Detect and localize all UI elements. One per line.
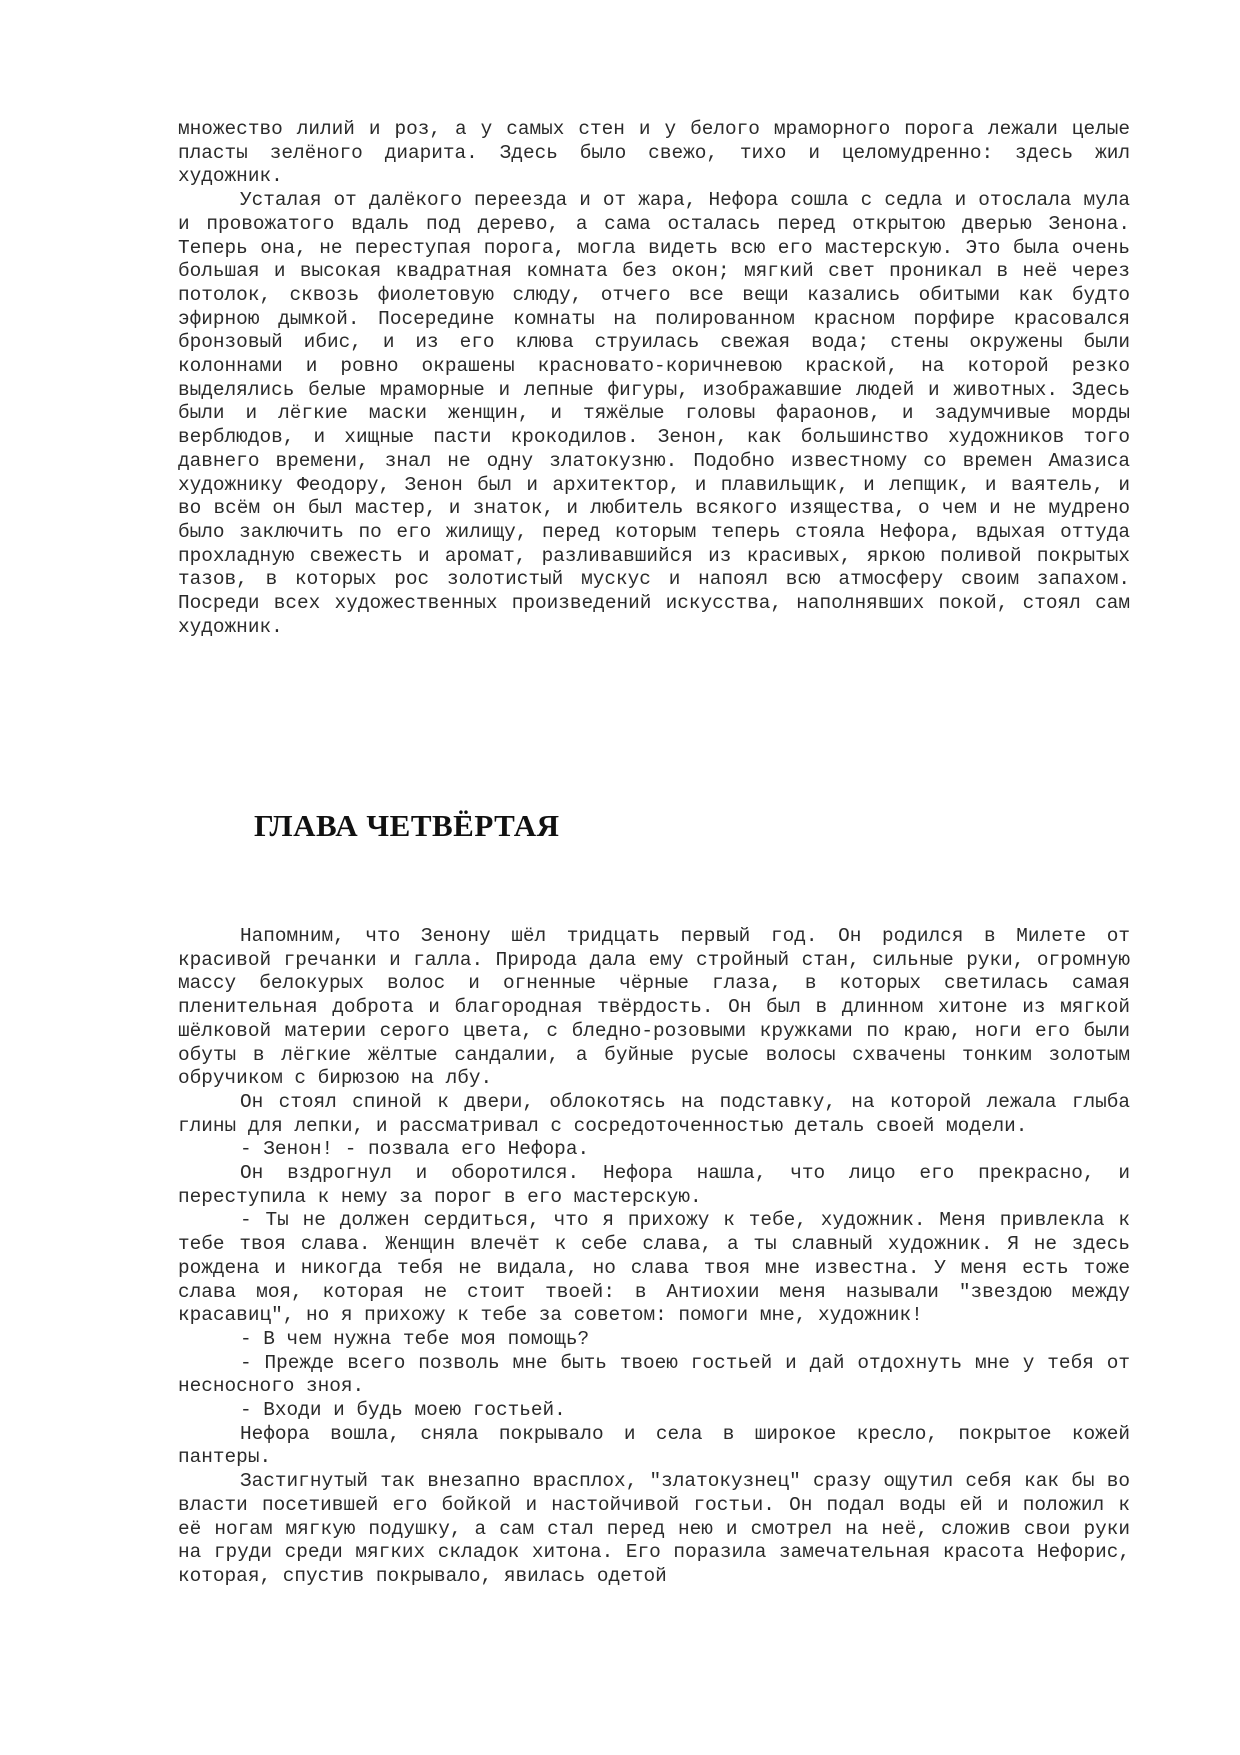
dialogue-line: - Входи и будь моею гостьей. bbox=[240, 1399, 566, 1422]
dialogue-line: - В чем нужна тебе моя помощь? bbox=[240, 1327, 590, 1350]
text-section-chapter bbox=[178, 925, 1130, 1589]
text-section-top bbox=[178, 118, 1130, 639]
paragraph: Он стоял спиной к двери, облокотясь на подставку, на которой лежала глыба глины для лепки, и рассматривал с сосредоточенностью деталь своей модели. bbox=[178, 1090, 1130, 1137]
paragraph: Нефора вошла, сняла покрывало и села в широкое кресло, покрытое кожей пантеры. bbox=[178, 1422, 1130, 1469]
chapter-title: ГЛАВА ЧЕТВЁРТАЯ bbox=[254, 808, 560, 843]
paragraph: Он вздрогнул и оборотился. Нефора нашла, что лицо его прекрасно, и переступила к нему за порог в его мастерскую. bbox=[178, 1162, 1130, 1208]
paragraph: множество лилий и роз, а у самых стен и у белого мраморного порога лежали целые пласты зелёного диарита. Здесь было свежо, тихо и целомудренно: здесь жил художник. bbox=[178, 118, 1130, 188]
paragraph: Усталая от далёкого переезда и от жара, Нефора сошла с седла и отослала мула и провожатого вдаль под дерево, а сама осталась перед открытою дверью Зенона. Теперь она, не переступая порога, могла видеть всю его мастерскую. Это была очень большая и высокая квадратная комната без окон; мягкий свет проникал в неё через потолок, сквозь фиолетовую слюду, отчего все вещи казались обитыми как будто эфирною дымкой. Посередине комнаты на полированном красном порфире красовался бронзовый ибис, и из его клюва струилась свежая вода; стены окружены были колоннами и ровно окрашены красновато-коричневою краской, на которой резко выделялись белые мраморные и лепные фигуры, изображавшие людей и животных. Здесь были и лёгкие маски женщин, и тяжёлые головы фараонов, и задумчивые морды верблюдов, и хищные пасти крокодилов. Зенон, как большинство художников того давнего времени, знал не одну златокузню. Подобно известному со времен Амазиса художнику Феодору, Зенон был и архитектор, и плавильщик, и лепщик, и ваятель, и во всём он был мастер, и знаток, и любитель всякого изящества, о чем и не мудрено было заключить по его жилищу, перед которым теперь стояла Нефора, вдыхая оттуда прохладную свежесть и аромат, разливавшийся из красивых, яркою поливой покрытых тазов, в которых рос золотистый мускус и напоял всю атмосферу своим запахом. Посреди всех художественных произведений искусства, наполнявших покой, стоял сам художник. bbox=[178, 189, 1130, 638]
dialogue-line: - Ты не должен сердиться, что я прихожу к тебе, художник. Меня привлекла к тебе твоя слава. Женщин влечёт к себе слава, а ты славный художник. Я не здесь рождена и никогда тебя не видала, но слава твоя мне известна. У меня есть тоже слава моя, которая не стоит твоей: в Антиохии меня называли "звездою между красавиц", но я прихожу к тебе за советом: помоги мне, художник! bbox=[178, 1209, 1130, 1327]
paragraph: Напомним, что Зенону шёл тридцать первый год. Он родился в Милете от красивой гречанки и галла. Природа дала ему стройный стан, сильные руки, огромную массу белокурых волос и огненные чёрные глаза, в которых светилась самая пленительная доброта и благородная твёрдость. Он был в длинном хитоне из мягкой шёлковой материи серого цвета, с бледно-розовыми кружками по краю, ноги его были обуты в лёгкие жёлтые сандалии, а буйные русые волосы схвачены тонким золотым обручиком с бирюзою на лбу. bbox=[178, 925, 1130, 1090]
dialogue-line: - Прежде всего позволь мне быть твоею гостьей и дай отдохнуть мне у тебя от несносного зноя. bbox=[178, 1351, 1130, 1398]
dialogue-line: - Зенон! - позвала его Нефора. bbox=[240, 1138, 590, 1161]
paragraph: Застигнутый так внезапно врасплох, "златокузнец" сразу ощутил себя как бы во власти посетившей его бойкой и настойчивой гостьи. Он подал воды ей и положил к её ногам мягкую подушку, а сам стал перед нею и смотрел на неё, сложив свои руки на груди среди мягких складок хитона. Его поразила замечательная красота Нефорис, которая, спустив покрывало, явилась одетой bbox=[178, 1470, 1130, 1587]
